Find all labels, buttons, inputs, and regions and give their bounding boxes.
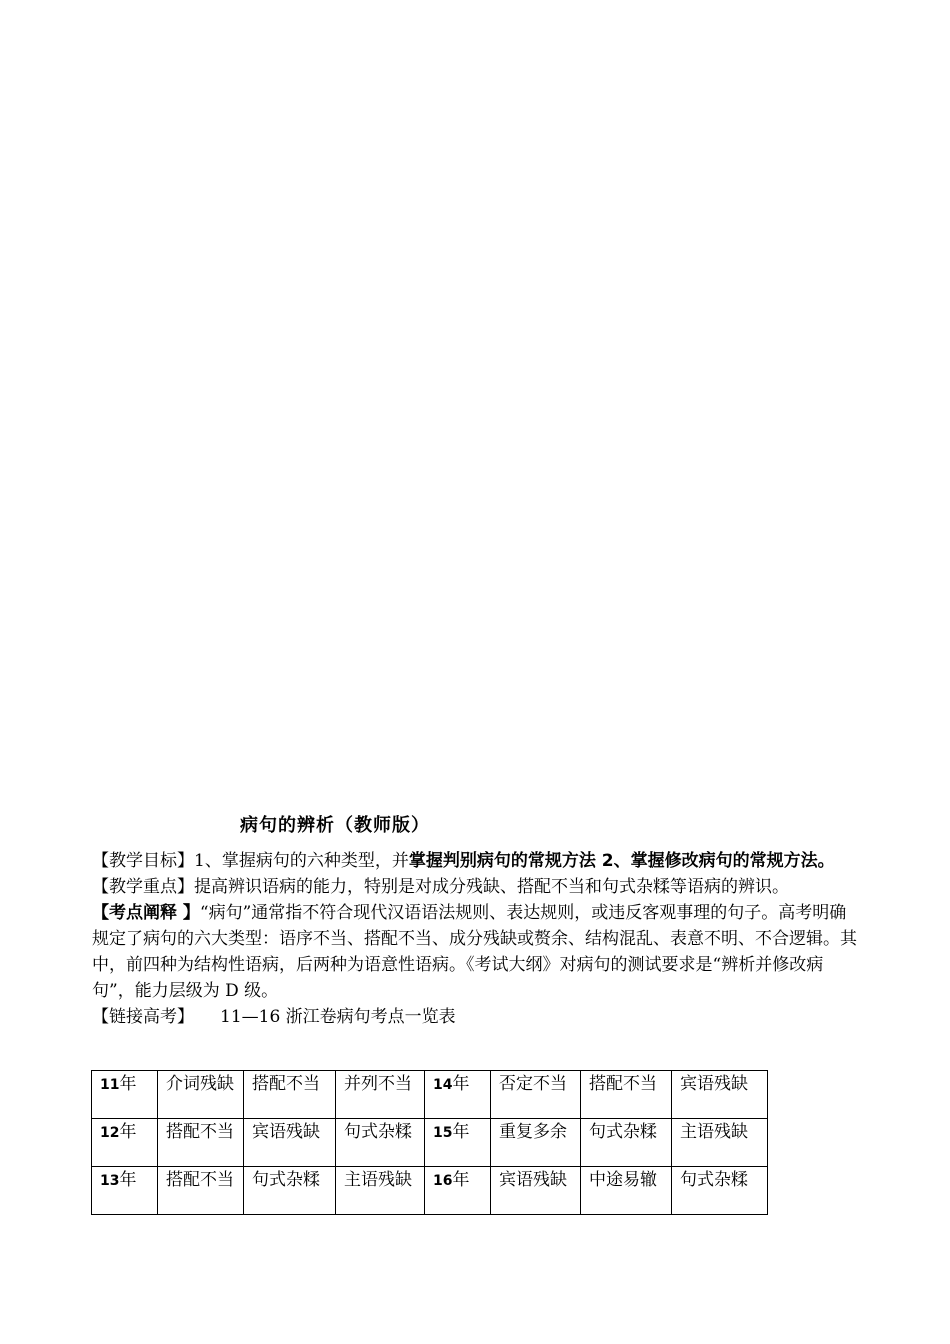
teaching-goal-text: 1、掌握病句的六种类型，并 — [194, 851, 409, 871]
table-cell: 否定不当 — [491, 1071, 581, 1119]
exam-points-table — [91, 1070, 768, 1215]
year-cell: 14年 — [425, 1071, 491, 1119]
teaching-goal-paragraph — [92, 848, 862, 874]
document-body — [92, 848, 862, 1030]
table-cell: 句式杂糅 — [244, 1167, 336, 1215]
table-cell: 宾语残缺 — [244, 1119, 336, 1167]
year-cell: 13年 — [92, 1167, 158, 1215]
table-cell: 搭配不当 — [158, 1167, 244, 1215]
link-gaokao-label: 【链接高考】 — [92, 1007, 194, 1027]
year-cell: 15年 — [425, 1119, 491, 1167]
page-title: 病句的辨析（教师版） — [240, 815, 430, 836]
table-cell: 主语残缺 — [336, 1167, 425, 1215]
table-cell: 搭配不当 — [244, 1071, 336, 1119]
teaching-focus-paragraph — [92, 874, 862, 900]
table-row — [92, 1071, 768, 1119]
table-cell: 并列不当 — [336, 1071, 425, 1119]
teaching-goal-bold-text: 掌握判别病句的常规方法 2、掌握修改病句的常规方法。 — [408, 851, 835, 871]
table-row — [92, 1167, 768, 1215]
table-cell: 搭配不当 — [158, 1119, 244, 1167]
link-gaokao-line — [92, 1004, 862, 1030]
year-cell: 11年 — [92, 1071, 158, 1119]
table-cell: 重复多余 — [491, 1119, 581, 1167]
link-gaokao-text: 11—16 浙江卷病句考点一览表 — [220, 1007, 456, 1027]
exam-explain-paragraph — [92, 900, 862, 1004]
table-cell: 中途易辙 — [581, 1167, 672, 1215]
table-cell: 主语残缺 — [672, 1119, 768, 1167]
table-cell: 搭配不当 — [581, 1071, 672, 1119]
table-cell: 宾语残缺 — [491, 1167, 581, 1215]
table-cell: 句式杂糅 — [336, 1119, 425, 1167]
table-cell: 句式杂糅 — [581, 1119, 672, 1167]
table-cell: 介词残缺 — [158, 1071, 244, 1119]
exam-explain-label: 【考点阐释 】 — [92, 903, 200, 923]
teaching-focus-label: 【教学重点】 — [92, 877, 194, 897]
exam-explain-text: “病句”通常指不符合现代汉语语法规则、表达规则，或违反客观事理的句子。高考明确规定了病句的六大类型：语序不当、搭配不当、成分残缺或赘余、结构混乱、表意不明、不合逻辑。其中，前四种为结构性语病，后两种为语意性语病。《考试大纲》对病句的测试要求是“辨析并修改病句”，能力层级为 D 级。 — [92, 903, 857, 1001]
table-row — [92, 1119, 768, 1167]
year-cell: 12年 — [92, 1119, 158, 1167]
table-cell: 句式杂糅 — [672, 1167, 768, 1215]
teaching-focus-text: 提高辨识语病的能力，特别是对成分残缺、搭配不当和句式杂糅等语病的辨识。 — [194, 877, 789, 897]
teaching-goal-label: 【教学目标】 — [92, 851, 194, 871]
year-cell: 16年 — [425, 1167, 491, 1215]
table-cell: 宾语残缺 — [672, 1071, 768, 1119]
